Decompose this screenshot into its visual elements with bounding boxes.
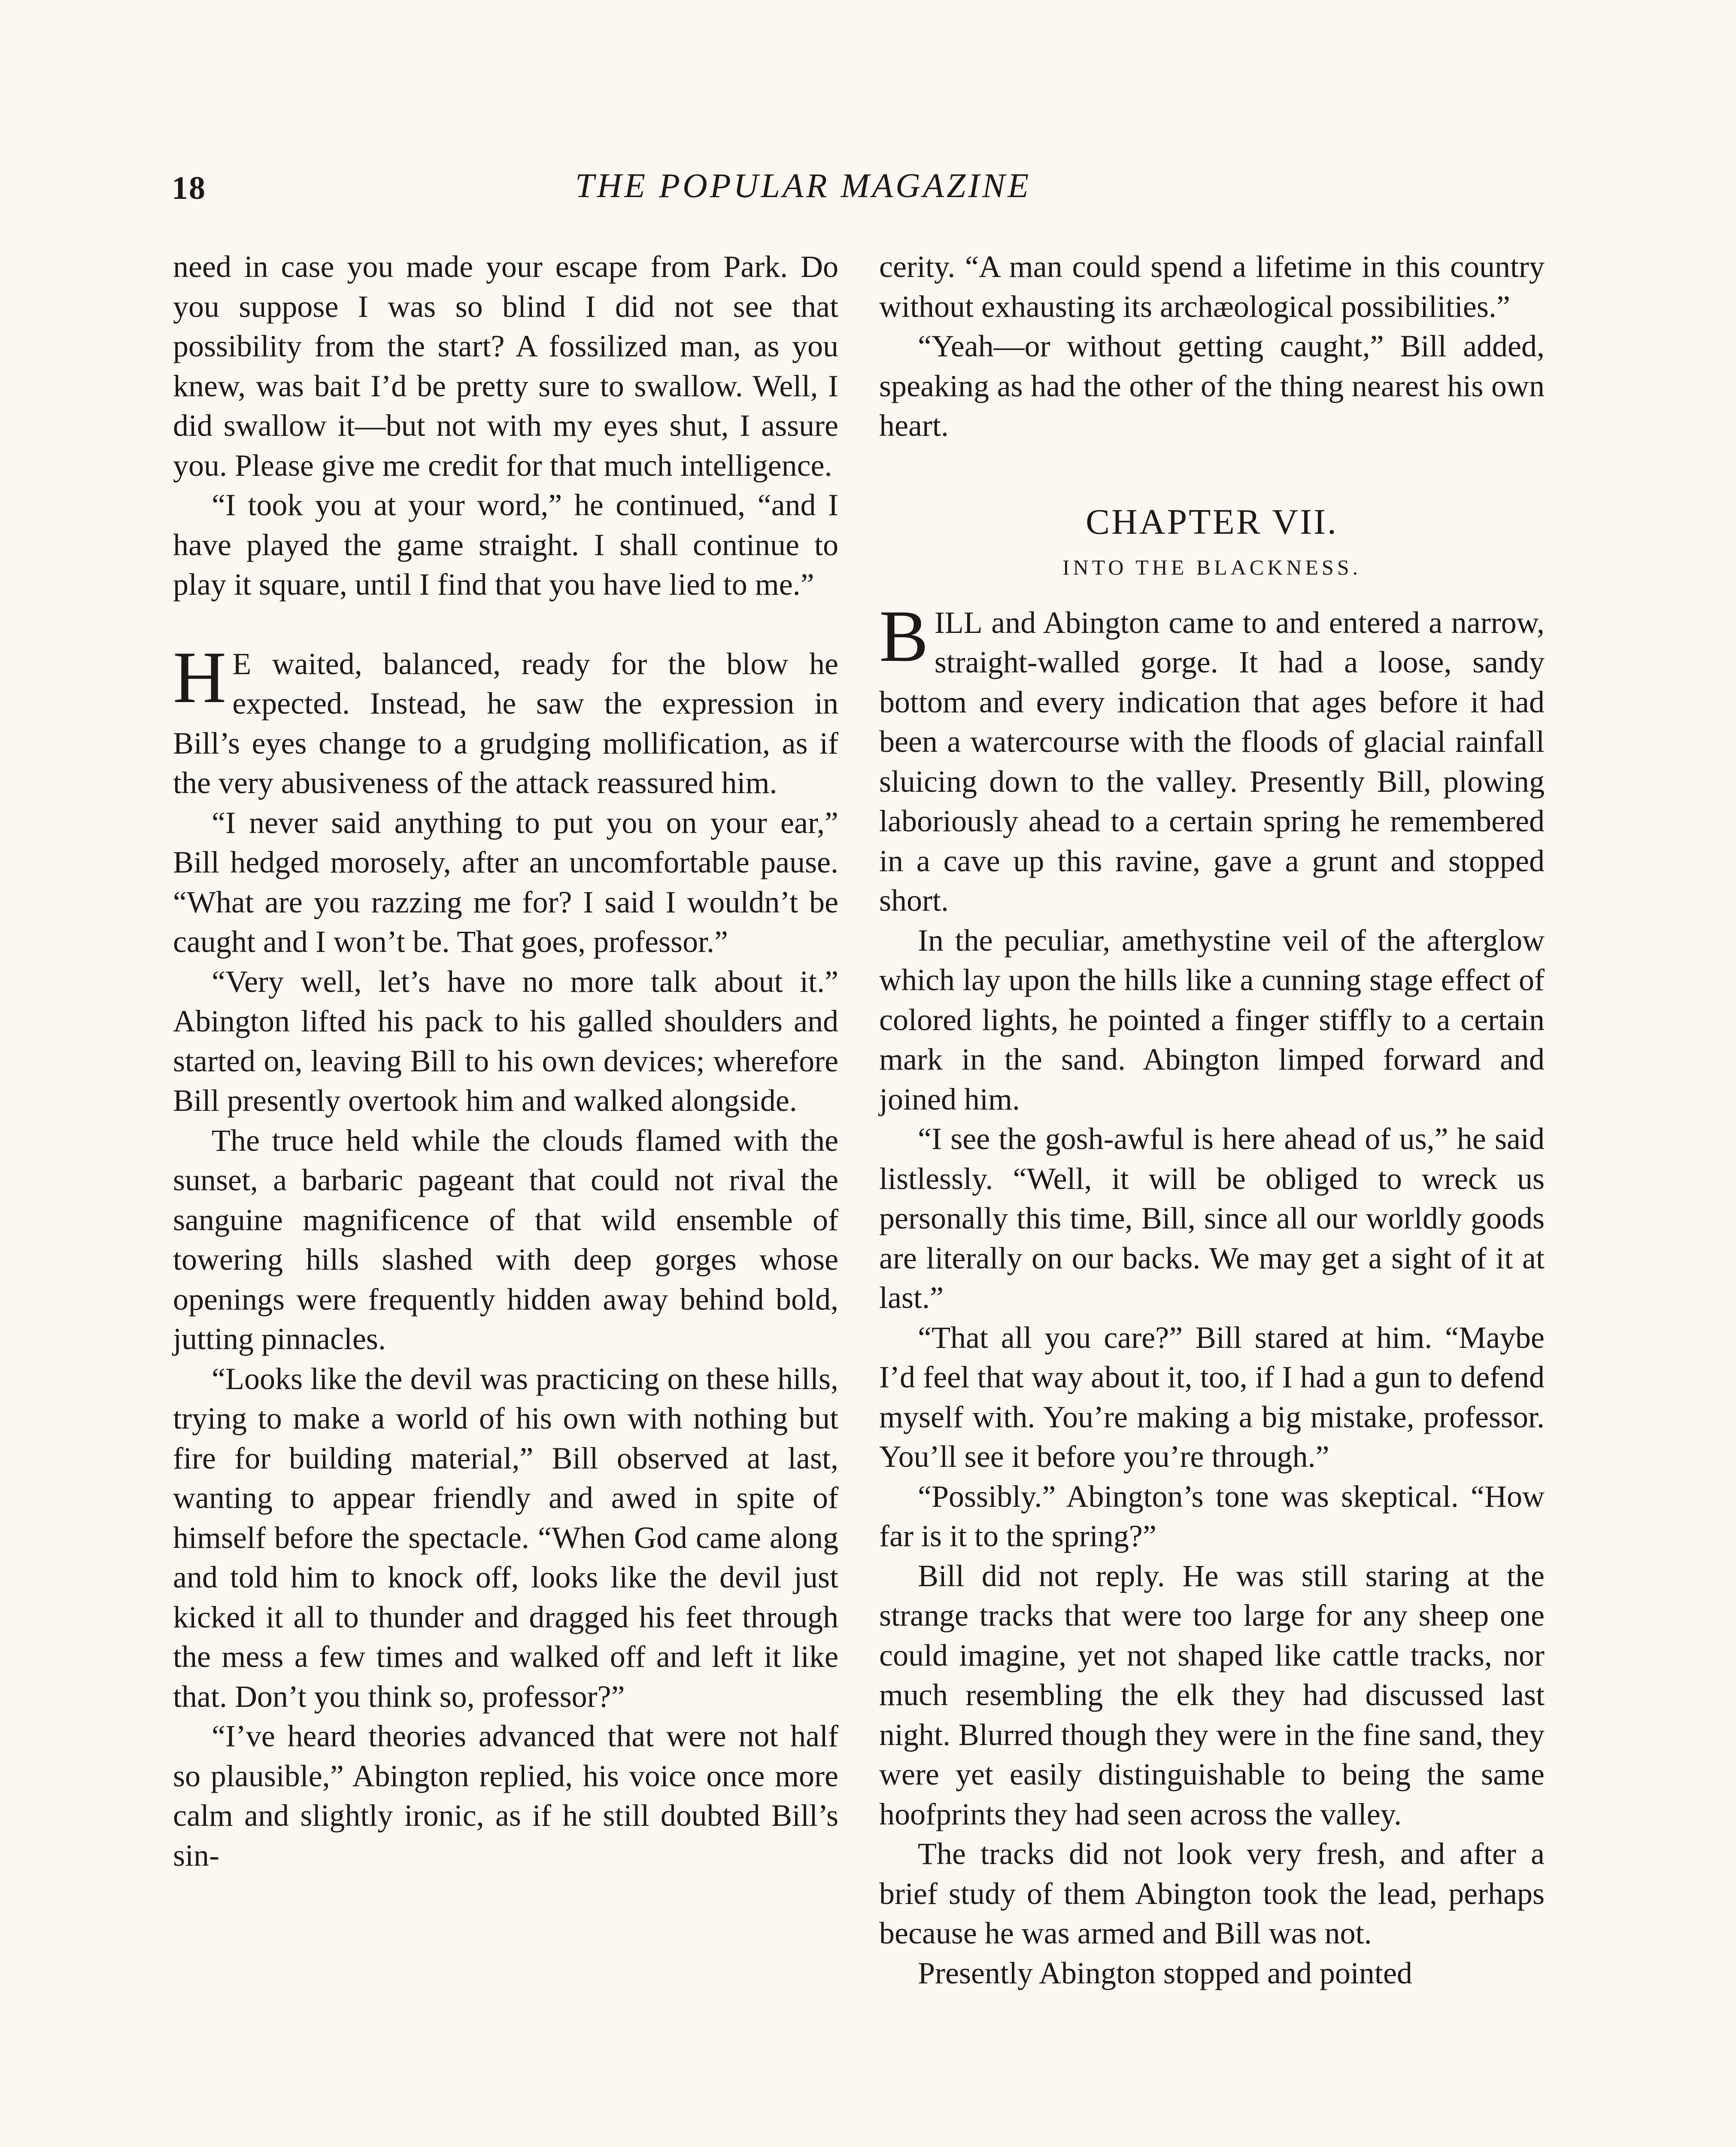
right-column: [879, 247, 1545, 1993]
lead-word: ILL: [934, 605, 983, 640]
chapter-subtitle: INTO THE BLACKNESS.: [1062, 555, 1362, 579]
paragraph: “I took you at your word,” he continued, “and I have played the game straight. I shall continue to play it square, until I find that you have lied to me.”: [173, 488, 838, 602]
chapter-heading: [879, 501, 1545, 586]
paragraph: “Looks like the devil was practicing on these hills, trying to make a world of his own with nothing but fire for building material,” Bill observed at last, wanting to appear friendly and awed in spite of himself before the spectacle. “When God came along and told him to knock off, looks like the devil just kicked it all to thunder and dragged his feet through the mess a few times and walked off and left it like that. Don’t you think so, professor?”: [173, 1361, 838, 1714]
section-break: [173, 605, 838, 644]
paragraph: cerity. “A man could spend a lifetime in this country without exhausting its archæological possibilities.”: [879, 249, 1545, 324]
page-number: 18: [172, 170, 206, 206]
paragraph: The truce held while the clouds flamed with the sunset, a barbaric pageant that could not rival the sanguine magnificence of that wild ensemble of towering hills slashed with deep gorges whose openings were frequently hidden away behind bold, jutting pinnacles.: [173, 1123, 838, 1356]
paragraph: “I see the gosh-awful is here ahead of us,” he said listlessly. “Well, it will be obliged to wreck us personally this time, Bill, since all our worldly goods are literally on our backs. We may get a sight of it at last.”: [879, 1122, 1545, 1315]
paragraph: “I’ve heard theories advanced that were not half so plausible,” Abington replied, his voice once more calm and slightly ironic, as if he still doubted Bill’s sin-: [173, 1719, 838, 1873]
paragraph: “I never said anything to put you on your ear,” Bill hedged morosely, after an uncomfortable pause. “What are you razzing me for? I said I wouldn’t be caught and I won’t be. That goes, professor.”: [173, 805, 838, 959]
paragraph: In the peculiar, amethystine veil of the afterglow which lay upon the hills like a cunning stage effect of colored lights, he pointed a finger stiffly to a certain mark in the sand. Abington limped forward and joined him.: [879, 923, 1545, 1116]
paragraph-text: waited, balanced, ready for the blow he expected. Instead, he saw the expression in Bill’s eyes change to a grudging mollification, as if the very abusiveness of the attack reassured him.: [173, 646, 838, 800]
paragraph: Bill did not reply. He was still staring at the strange tracks that were too large for any sheep one could imagine, yet not shaped like cattle tracks, nor much resembling the elk they had discussed last night. Blurred though they were in the fine sand, they were yet easily distinguishable to being the same hoofprints they had seen across the valley.: [879, 1558, 1545, 1831]
paragraph: Presently Abington stopped and pointed: [918, 1955, 1412, 1990]
chapter-title: CHAPTER VII.: [1086, 502, 1338, 542]
running-title: THE POPULAR MAGAZINE: [575, 167, 1032, 205]
paragraph: The tracks did not look very fresh, and after a brief study of them Abington took the lead, perhaps because he was armed and Bill was not.: [879, 1837, 1545, 1950]
paragraph: need in case you made your escape from Park. Do you suppose I was so blind I did not see that possibility from the start? A fossilized man, as you knew, was bait I’d be pretty sure to swallow. Well, I did swallow it—but not with my eyes shut, I assure you. Please give me credit for that much intelligence.: [173, 249, 838, 483]
paragraph: “That all you care?” Bill stared at him. “Maybe I’d feel that way about it, too, if I had a gun to defend myself with. You’re making a big mistake, professor. You’ll see it before you’re through.”: [879, 1320, 1545, 1474]
paragraph-dropcap: [879, 595, 1545, 921]
drop-cap: B: [879, 595, 929, 677]
left-column: [173, 247, 838, 1875]
paragraph: “Yeah—or without getting caught,” Bill added, speaking as had the other of the thing nearest his own heart.: [879, 329, 1545, 443]
paragraph: “Possibly.” Abington’s tone was skeptical. “How far is it to the spring?”: [879, 1479, 1545, 1553]
paragraph-text: and Abington came to and entered a narrow, straight-walled gorge. It had a loose, sandy bottom and every indication that ages before it had been a watercourse with the floods of glacial rainfall sluicing down to the valley. Presently Bill, plowing laboriously ahead to a certain spring he remembered in a cave up this ravine, gave a grunt and stopped short.: [879, 605, 1545, 918]
paragraph-dropcap: [173, 636, 838, 803]
drop-cap: H: [173, 636, 227, 718]
paragraph: “Very well, let’s have no more talk about it.” Abington lifted his pack to his galled shoulders and started on, leaving Bill to his own devices; wherefore Bill presently overtook him and walked alongside.: [173, 964, 838, 1118]
lead-word: E: [232, 646, 252, 681]
